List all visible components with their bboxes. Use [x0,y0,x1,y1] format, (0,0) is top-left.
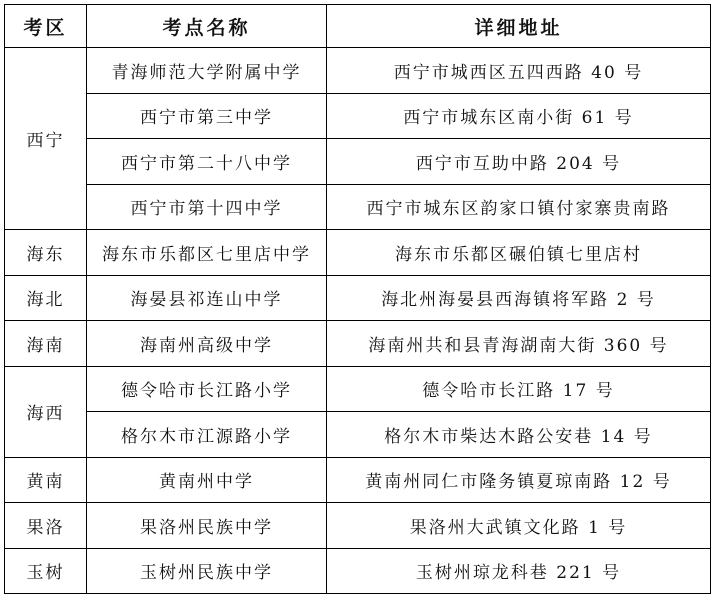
table-row [5,275,711,321]
site-name-cell: 德令哈市长江路小学 [87,366,327,412]
address-cell: 西宁市城东区南小街 61 号 [327,93,711,139]
site-name-cell: 西宁市第十四中学 [87,184,327,230]
table-row [5,503,711,549]
header-row [5,5,711,48]
site-name-cell: 果洛州民族中学 [87,503,327,549]
site-name-cell: 青海师范大学附属中学 [87,48,327,94]
table-row [5,48,711,94]
table-row [5,139,711,185]
region-cell: 玉树 [5,548,87,594]
region-cell: 果洛 [5,503,87,549]
table-row [5,457,711,503]
region-cell: 海东 [5,230,87,276]
table-row [5,548,711,594]
table-row [5,93,711,139]
address-cell: 西宁市城西区五四西路 40 号 [327,48,711,94]
site-name-cell: 玉树州民族中学 [87,548,327,594]
region-cell: 海西 [5,366,87,457]
site-name-cell: 海南州高级中学 [87,321,327,367]
header-region: 考区 [5,5,87,48]
region-cell: 西宁 [5,48,87,230]
table-row [5,230,711,276]
address-cell: 德令哈市长江路 17 号 [327,366,711,412]
table-row [5,184,711,230]
address-cell: 黄南州同仁市隆务镇夏琼南路 12 号 [327,457,711,503]
site-name-cell: 西宁市第三中学 [87,93,327,139]
address-cell: 格尔木市柴达木路公安巷 14 号 [327,412,711,458]
address-cell: 海东市乐都区碾伯镇七里店村 [327,230,711,276]
region-cell: 海南 [5,321,87,367]
address-cell: 西宁市城东区韵家口镇付家寨贵南路 [327,184,711,230]
header-address: 详细地址 [327,5,711,48]
table-row [5,321,711,367]
exam-site-table [4,4,711,594]
site-name-cell: 西宁市第二十八中学 [87,139,327,185]
address-cell: 果洛州大武镇文化路 1 号 [327,503,711,549]
address-cell: 海南州共和县青海湖南大街 360 号 [327,321,711,367]
address-cell: 海北州海晏县西海镇将军路 2 号 [327,275,711,321]
address-cell: 西宁市互助中路 204 号 [327,139,711,185]
table-body [5,48,711,594]
table-row [5,366,711,412]
site-name-cell: 海东市乐都区七里店中学 [87,230,327,276]
site-name-cell: 海晏县祁连山中学 [87,275,327,321]
header-site-name: 考点名称 [87,5,327,48]
exam-site-table-container [4,4,711,594]
region-cell: 海北 [5,275,87,321]
site-name-cell: 黄南州中学 [87,457,327,503]
table-row [5,412,711,458]
region-cell: 黄南 [5,457,87,503]
table-header [5,5,711,48]
address-cell: 玉树州琼龙科巷 221 号 [327,548,711,594]
site-name-cell: 格尔木市江源路小学 [87,412,327,458]
